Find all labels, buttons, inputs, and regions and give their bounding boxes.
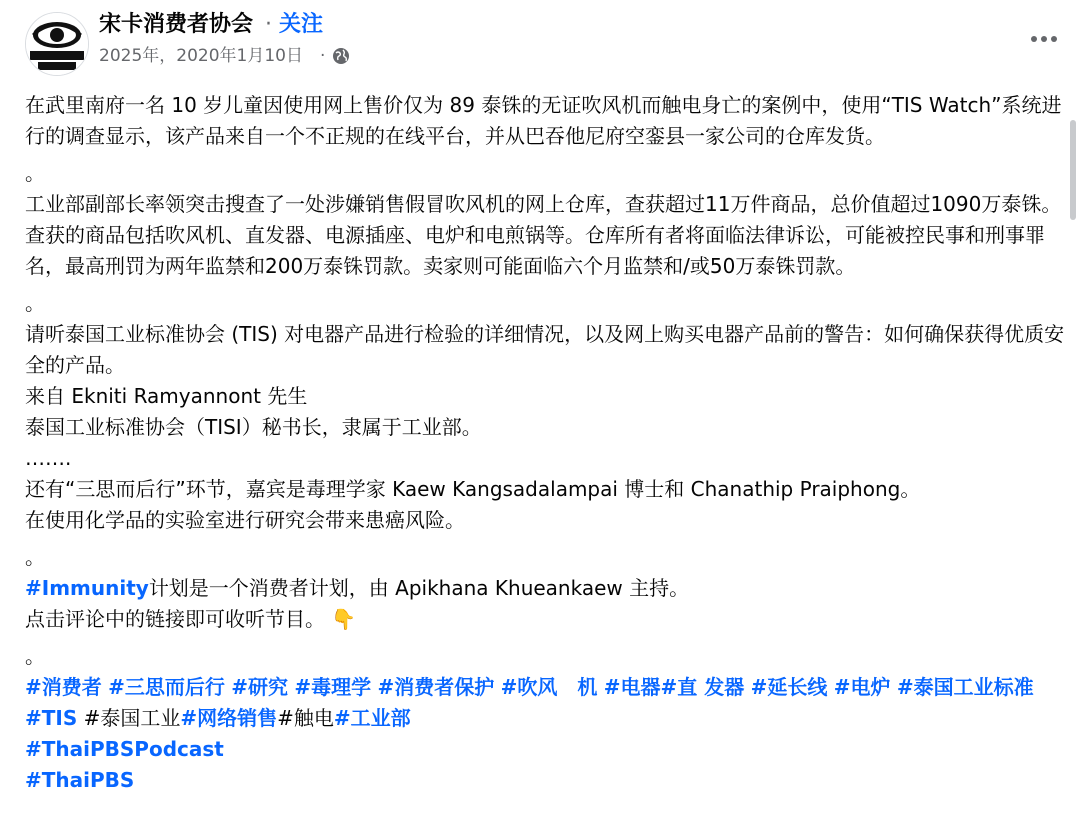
hashtag-link[interactable]: #直 发器: [660, 675, 745, 699]
hashtag-podcast-line: [25, 734, 1070, 765]
hashtag-link[interactable]: #电器: [603, 675, 661, 699]
scrollbar-thumb[interactable]: [1070, 120, 1076, 220]
hashtag-thaipbs[interactable]: #ThaiPBS: [25, 768, 135, 792]
hashtag-link[interactable]: #毒理学: [294, 675, 372, 699]
hashtag-link[interactable]: #延长线: [750, 675, 828, 699]
hashtag-link[interactable]: #TIS: [25, 706, 78, 730]
ellipsis-line: …….: [25, 446, 72, 470]
post-header: [0, 0, 1080, 80]
hashtag-link[interactable]: #工业部: [333, 706, 411, 730]
hashtag-link[interactable]: #泰国工业标准: [896, 675, 1034, 699]
paragraph-tis: 请听泰国工业标准协会 (TIS) 对电器产品进行检验的详细情况，以及网上购买电器产品前的警告：如何确保获得优质安全的产品。: [25, 322, 1065, 377]
hashtag-link[interactable]: #消费者保护: [377, 675, 495, 699]
separator-dot: 。: [25, 644, 45, 668]
pointing-down-icon: 👇: [331, 607, 357, 631]
header-separator: ·: [265, 12, 272, 37]
date-separator: ·: [320, 46, 326, 66]
paragraph-think-twice: 还有“三思而后行”环节，嘉宾是毒理学家 Kaew Kangsadalampai 博士和 Chanathip Praiphong。: [25, 477, 921, 501]
immunity-text: 计划是一个消费者计划，由 Apikhana Khueankaew 主持。: [148, 576, 690, 600]
separator-dot: 。: [25, 161, 45, 185]
listen-text: 点击评论中的链接即可收听节目。: [25, 607, 325, 631]
more-options-button[interactable]: [1026, 24, 1062, 54]
page-name[interactable]: 宋卡消费者协会: [99, 12, 254, 37]
paragraph-cancer-risk: 在使用化学品的实验室进行研究会带来患癌风险。: [25, 508, 465, 532]
hashtag-plain-text: #泰国工业: [77, 706, 181, 730]
hashtag-link[interactable]: #吹风 机: [500, 675, 598, 699]
post-body: [25, 90, 1070, 796]
paragraph-speaker: 来自 Ekniti Ramyannont 先生: [25, 384, 308, 408]
more-dot-icon: [1031, 36, 1037, 42]
paragraph-raid: 工业部副部长率领突击搜查了一处涉嫌销售假冒吹风机的网上仓库，查获超过11万件商品，总价值超过1090万泰铢。查获的商品包括吹风机、直发器、电源插座、电炉和电煎锅等。仓库所有者将面临法律诉讼，可能被控民事和刑事罪名，最高刑罚为两年监禁和200万泰铢罚款。卖家则可能面临六个月监禁和/或50万泰铢罚款。: [25, 192, 1062, 278]
hashtag-plain-text: #触电: [277, 706, 334, 730]
consumer-association-logo-icon: [26, 13, 88, 75]
hashtag-link[interactable]: #三思而后行: [108, 675, 225, 699]
separator-dot: 。: [25, 291, 45, 315]
paragraph-listen: [25, 604, 1070, 635]
hashtag-immunity[interactable]: #Immunity: [25, 576, 149, 600]
more-dot-icon: [1051, 36, 1057, 42]
paragraph-speaker-title: 泰国工业标准协会（TISI）秘书长，隶属于工业部。: [25, 415, 482, 439]
post-date[interactable]: 2025年，2020年1月10日: [99, 46, 303, 66]
hashtag-thaipbspodcast[interactable]: #ThaiPBSPodcast: [25, 737, 224, 761]
hashtag-link[interactable]: #研究: [231, 675, 289, 699]
paragraph-incident: 在武里南府一名 10 岁儿童因使用网上售价仅为 89 泰铢的无证吹风机而触电身亡的案例中，使用“TIS Watch”系统进行的调查显示，该产品来自一个不正规的在线平台，并从巴吞他尼府空銮县一家公司的仓库发货。: [25, 93, 1062, 148]
hashtag-link[interactable]: #电炉: [833, 675, 891, 699]
hashtag-list: [25, 672, 1070, 734]
page-avatar[interactable]: [25, 12, 89, 76]
paragraph-immunity: [25, 573, 1070, 604]
hashtag-thaipbs-line: [25, 765, 1070, 796]
hashtag-link[interactable]: #消费者: [25, 675, 102, 699]
follow-button[interactable]: 关注: [279, 12, 324, 37]
hashtag-link[interactable]: #网络销售: [180, 706, 278, 730]
globe-icon[interactable]: [332, 47, 350, 65]
separator-dot: 。: [25, 545, 45, 569]
more-dot-icon: [1041, 36, 1047, 42]
